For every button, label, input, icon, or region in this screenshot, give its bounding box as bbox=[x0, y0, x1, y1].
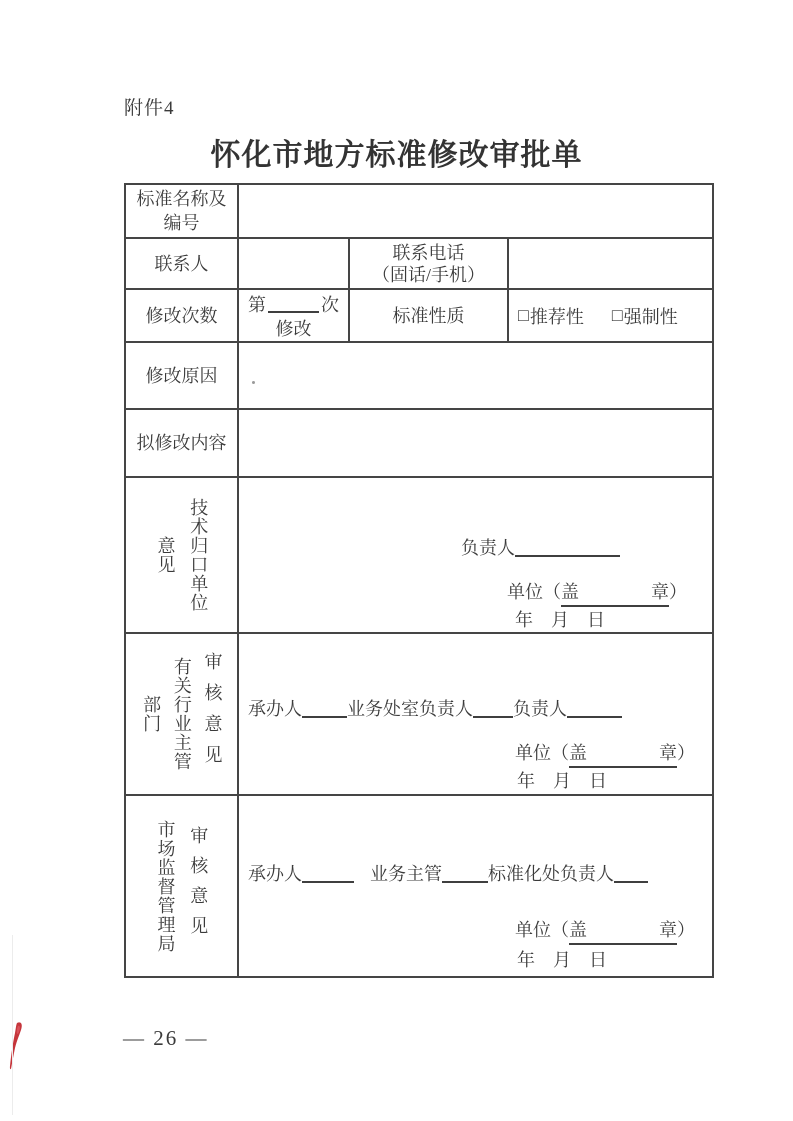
contact-phone-label-line2: （固话/手机） bbox=[371, 264, 485, 285]
seal-line-suffix: ） bbox=[669, 582, 687, 602]
industry-review-word: 审核意见 bbox=[202, 652, 223, 776]
checkbox-icon: □ bbox=[611, 305, 623, 325]
contact-phone-label-line1: 联系电话 bbox=[392, 242, 465, 263]
standard-nature-options-cell bbox=[508, 289, 713, 342]
row-mod-reason bbox=[125, 342, 713, 409]
seal-underline bbox=[569, 918, 677, 945]
technical-opinion-content-cell bbox=[238, 477, 713, 633]
date-line: 年 月 日 bbox=[515, 610, 605, 630]
blank-line bbox=[302, 879, 354, 883]
mod-count-value-cell bbox=[238, 289, 349, 342]
mod-reason-value-cell bbox=[238, 342, 713, 409]
seal-underline bbox=[561, 580, 669, 607]
market-org-label: 市场监督管理局 bbox=[155, 819, 176, 953]
responsible-person-label: 负责人 bbox=[461, 538, 515, 558]
standard-name-label-line2: 编号 bbox=[163, 213, 200, 233]
standard-nature-label: 标准性质 bbox=[349, 289, 508, 342]
row-technical-opinion bbox=[125, 477, 713, 633]
attachment-label: 附件4 bbox=[124, 98, 175, 119]
blank-line bbox=[302, 714, 347, 718]
mod-count-prefix: 第 bbox=[248, 295, 266, 315]
contact-value-cell bbox=[238, 238, 349, 289]
seal-char-right: 章 bbox=[659, 920, 677, 940]
mod-count-suffix: 次 bbox=[321, 295, 339, 315]
industry-review-label bbox=[125, 633, 238, 795]
red-ink-mark bbox=[8, 1020, 28, 1072]
industry-org-label-line1: 有关行业主管 bbox=[171, 657, 192, 771]
seal-underline bbox=[569, 741, 677, 768]
mod-content-value-cell bbox=[238, 409, 713, 477]
mod-content-label: 拟修改内容 bbox=[125, 409, 238, 477]
technical-opinion-label bbox=[125, 477, 238, 633]
handler-label: 承办人 bbox=[248, 699, 302, 719]
market-review-word: 审核意见 bbox=[188, 826, 209, 946]
row-standard-name bbox=[125, 184, 713, 238]
recommended-option-label: 推荐性 bbox=[529, 306, 584, 327]
technical-opinion-word: 意见 bbox=[155, 536, 176, 574]
blank-line bbox=[268, 309, 319, 313]
industry-org-label-line2: 部门 bbox=[141, 695, 162, 733]
row-market-review bbox=[125, 795, 713, 977]
seal-char-right: 章 bbox=[659, 743, 677, 763]
checkbox-icon: □ bbox=[518, 305, 529, 325]
seal-line-prefix: 单位（ bbox=[515, 743, 569, 763]
row-industry-review bbox=[125, 633, 713, 795]
standardization-head-label: 标准化处负责人 bbox=[488, 864, 614, 884]
contact-phone-label bbox=[349, 238, 508, 289]
blank-line bbox=[515, 553, 620, 557]
standard-name-label bbox=[125, 184, 238, 238]
row-mod-count bbox=[125, 289, 713, 342]
row-mod-content bbox=[125, 409, 713, 477]
seal-line-suffix: ） bbox=[677, 920, 695, 940]
mandatory-option bbox=[612, 303, 678, 329]
responsible-label: 负责人 bbox=[513, 699, 567, 719]
market-review-content-cell bbox=[238, 795, 713, 977]
seal-line-prefix: 单位（ bbox=[507, 582, 561, 602]
approval-form-table bbox=[124, 183, 714, 978]
seal-char-right: 章 bbox=[651, 582, 669, 602]
page-number: — 26 — bbox=[123, 1026, 209, 1050]
industry-review-content-cell bbox=[238, 633, 713, 795]
blank-line bbox=[473, 714, 513, 718]
standard-name-label-line1: 标准名称及 bbox=[136, 189, 227, 209]
seal-char-left: 盖 bbox=[569, 743, 587, 763]
technical-org-label: 技术归口单位 bbox=[188, 498, 209, 612]
page-title: 怀化市地方标准修改审批单 bbox=[210, 139, 583, 172]
seal-char-left: 盖 bbox=[561, 582, 579, 602]
scan-artifact-dot bbox=[252, 381, 255, 384]
contact-phone-value-cell bbox=[508, 238, 713, 289]
seal-line-suffix: ） bbox=[677, 743, 695, 763]
office-head-label: 业务处室负责人 bbox=[347, 699, 473, 719]
recommended-option bbox=[518, 303, 584, 329]
seal-char-left: 盖 bbox=[569, 920, 587, 940]
row-contact bbox=[125, 238, 713, 289]
seal-line-prefix: 单位（ bbox=[515, 920, 569, 940]
blank-line bbox=[442, 879, 488, 883]
page-edge-shadow bbox=[12, 935, 13, 1115]
blank-line bbox=[614, 879, 648, 883]
handler-label: 承办人 bbox=[248, 864, 302, 884]
date-line: 年 月 日 bbox=[517, 950, 607, 970]
standard-name-value-cell bbox=[238, 184, 713, 238]
market-review-label bbox=[125, 795, 238, 977]
mod-count-line2: 修改 bbox=[275, 319, 312, 339]
blank-line bbox=[567, 714, 622, 718]
business-head-label: 业务主管 bbox=[370, 864, 442, 884]
mod-reason-label: 修改原因 bbox=[125, 342, 238, 409]
mod-count-label: 修改次数 bbox=[125, 289, 238, 342]
contact-label: 联系人 bbox=[125, 238, 238, 289]
mandatory-option-label: 强制性 bbox=[623, 306, 678, 327]
date-line: 年 月 日 bbox=[517, 771, 607, 791]
